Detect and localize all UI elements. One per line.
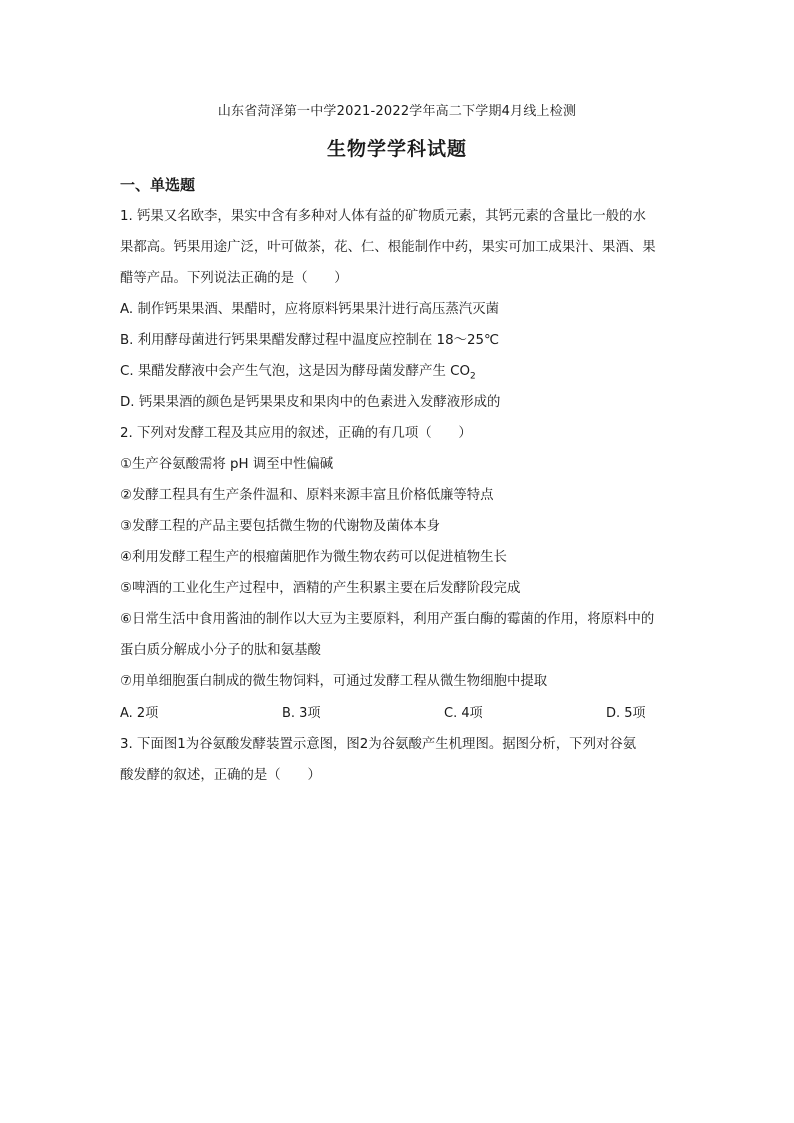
q2-statement-1: ①生产谷氨酸需将 pH 调至中性偏碱 bbox=[120, 457, 334, 472]
q3-stem-line-1: 3. 下面图1为谷氨酸发酵装置示意图，图2为谷氨酸产生机理图。据图分析，下列对谷氨 bbox=[120, 737, 637, 752]
q3-stem-line-2: 酸发酵的叙述，正确的是（ ） bbox=[120, 768, 321, 783]
q2-options-row bbox=[120, 704, 680, 724]
q2-statement-4: ④利用发酵工程生产的根瘤菌肥作为微生物农药可以促进植物生长 bbox=[120, 550, 507, 565]
q1-stem-line-3: 醋等产品。下列说法正确的是（ ） bbox=[120, 271, 348, 286]
q2-option-d: D. 5项 bbox=[606, 706, 646, 721]
q2-option-b: B. 3项 bbox=[282, 706, 321, 721]
q2-stem: 2. 下列对发酵工程及其应用的叙述，正确的有几项（ ） bbox=[120, 426, 472, 441]
q2-statement-3: ③发酵工程的产品主要包括微生物的代谢物及菌体本身 bbox=[120, 519, 440, 534]
q2-statement-6-line-2: 蛋白质分解成小分子的肽和氨基酸 bbox=[120, 643, 321, 658]
exam-subtitle: 山东省菏泽第一中学2021-2022学年高二下学期4月线上检测 bbox=[217, 104, 577, 119]
q1-option-a: A. 制作钙果果酒、果醋时，应将原料钙果果汁进行高压蒸汽灭菌 bbox=[120, 302, 499, 317]
q1-option-d: D. 钙果果酒的颜色是钙果果皮和果肉中的色素进入发酵液形成的 bbox=[120, 395, 501, 410]
q2-statement-7: ⑦用单细胞蛋白制成的微生物饲料，可通过发酵工程从微生物细胞中提取 bbox=[120, 674, 548, 689]
q2-statement-2: ②发酵工程具有生产条件温和、原料来源丰富且价格低廉等特点 bbox=[120, 488, 494, 503]
q1-option-b: B. 利用酵母菌进行钙果果醋发酵过程中温度应控制在 18～25℃ bbox=[120, 333, 500, 348]
q1-stem-line-2: 果都高。钙果用途广泛，叶可做茶，花、仁、根能制作中药，果实可加工成果汁、果酒、果 bbox=[120, 240, 656, 255]
exam-title: 生物学学科试题 bbox=[326, 138, 467, 160]
q1-option-c bbox=[120, 362, 680, 382]
q2-statement-5: ⑤啤酒的工业化生产过程中，酒精的产生积累主要在后发酵阶段完成 bbox=[120, 581, 521, 596]
q2-statement-6-line-1: ⑥日常生活中食用酱油的制作以大豆为主要原料，利用产蛋白酶的霉菌的作用，将原料中的 bbox=[120, 612, 655, 627]
q2-option-c: C. 4项 bbox=[444, 706, 483, 721]
q1-stem-line-1: 1. 钙果又名欧李，果实中含有多种对人体有益的矿物质元素，其钙元素的含量比一般的水 bbox=[120, 209, 646, 224]
q1-option-c-subscript: 2 bbox=[470, 371, 476, 382]
q1-option-c-text: C. 果醋发酵液中会产生气泡，这是因为酵母菌发酵产生 CO bbox=[120, 364, 470, 379]
q2-option-a: A. 2项 bbox=[120, 706, 159, 721]
section-heading: 一、单选题 bbox=[120, 176, 196, 194]
